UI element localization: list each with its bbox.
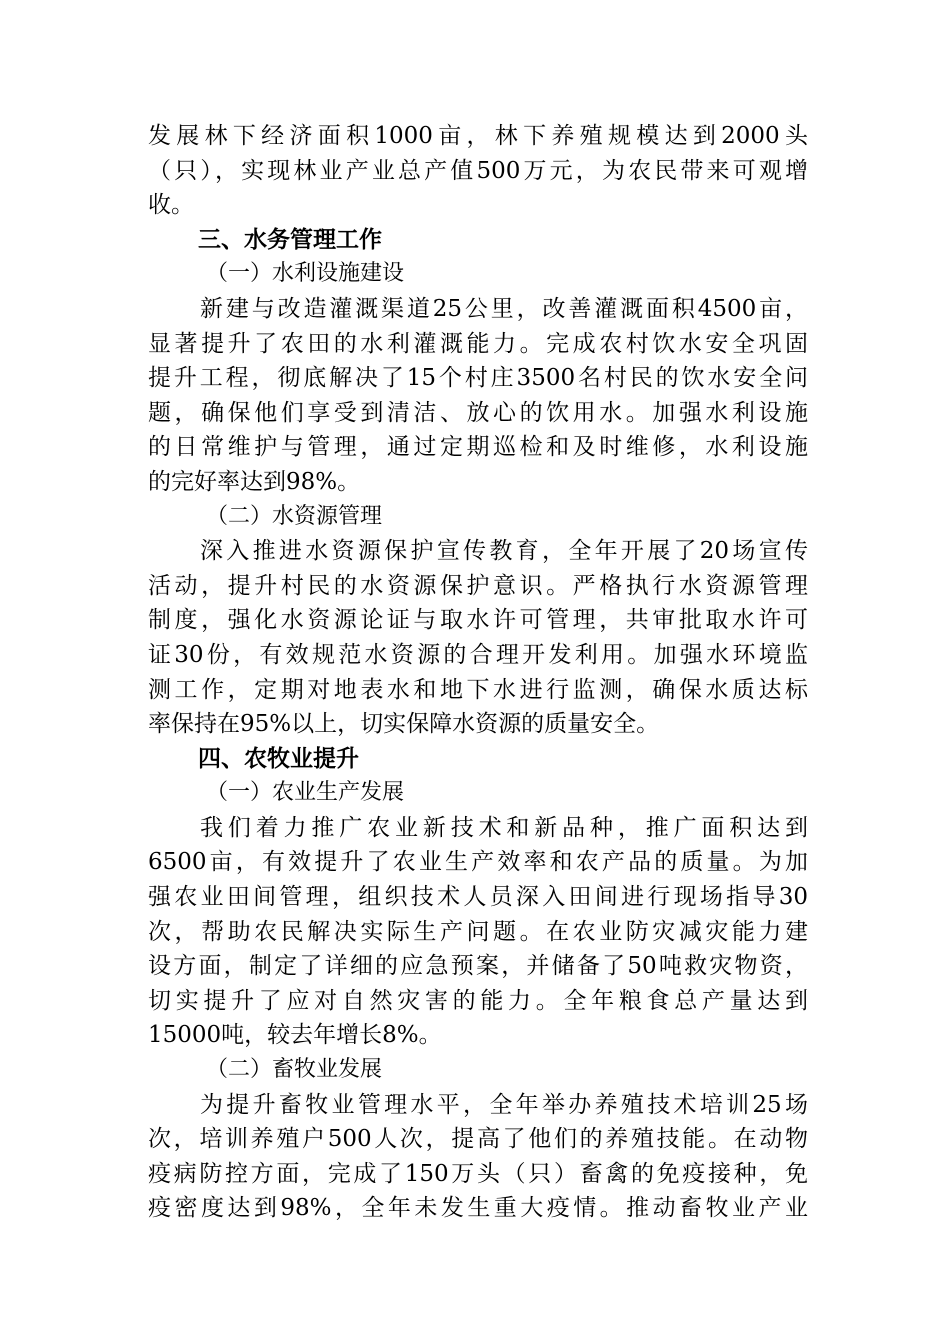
subsection-heading: （二）水资源管理 — [206, 503, 383, 529]
paragraph-line: 新建与改造灌溉渠道25公里，改善灌溉面积4500亩， — [200, 295, 808, 322]
paragraph-line: 的日常维护与管理，通过定期巡检和及时维修，水利设施 — [148, 434, 808, 461]
paragraph-line: 率保持在95%以上，切实保障水资源的质量安全。 — [148, 711, 660, 738]
document-page — [148, 119, 808, 1226]
paragraph-line: 6500亩，有效提升了农业生产效率和农产品的质量。为加 — [148, 849, 808, 876]
paragraph-line: 收。 — [148, 192, 194, 219]
paragraph-line: 为提升畜牧业管理水平，全年举办养殖技术培训25场 — [200, 1091, 808, 1118]
paragraph-line: 次，帮助农民解决实际生产问题。在农业防灾减灾能力建 — [148, 918, 808, 945]
paragraph-line: 15000吨，较去年增长8%。 — [148, 1022, 442, 1049]
subsection-heading: （一）农业生产发展 — [206, 780, 405, 806]
paragraph-line: 次，培训养殖户500人次，提高了他们的养殖技能。在动物 — [148, 1126, 808, 1153]
paragraph-line: 显著提升了农田的水利灌溉能力。完成农村饮水安全巩固 — [148, 330, 808, 357]
paragraph-line: 疫密度达到98%，全年未发生重大疫情。推动畜牧业产业 — [148, 1195, 808, 1222]
paragraph-line: 题，确保他们享受到清洁、放心的饮用水。加强水利设施 — [148, 399, 808, 426]
paragraph-line: 疫病防控方面，完成了150万头（只）畜禽的免疫接种，免 — [148, 1160, 808, 1187]
paragraph-line: 提升工程，彻底解决了15个村庄3500名村民的饮水安全问 — [148, 365, 808, 392]
paragraph-line: 的完好率达到98%。 — [148, 468, 361, 495]
paragraph-line: 强农业田间管理，组织技术人员深入田间进行现场指导30 — [148, 884, 808, 911]
paragraph-line: 测工作，定期对地表水和地下水进行监测，确保水质达标 — [148, 676, 808, 703]
paragraph-line: 深入推进水资源保护宣传教育，全年开展了20场宣传 — [200, 538, 808, 565]
paragraph-line: 我们着力推广农业新技术和新品种，推广面积达到 — [200, 814, 808, 841]
paragraph-line: 制度，强化水资源论证与取水许可管理，共审批取水许可 — [148, 607, 808, 634]
paragraph-line: （只），实现林业产业总产值500万元，为农民带来可观增 — [148, 157, 808, 184]
section-heading: 四、农牧业提升 — [198, 745, 359, 772]
paragraph-line: 设方面，制定了详细的应急预案，并储备了50吨救灾物资， — [148, 953, 808, 980]
subsection-heading: （一）水利设施建设 — [206, 261, 405, 287]
subsection-heading: （二）畜牧业发展 — [206, 1057, 383, 1083]
paragraph-line: 活动，提升村民的水资源保护意识。严格执行水资源管理 — [148, 572, 808, 599]
paragraph-line: 切实提升了应对自然灾害的能力。全年粮食总产量达到 — [148, 987, 808, 1014]
paragraph-line: 发展林下经济面积1000亩，林下养殖规模达到2000头 — [148, 123, 808, 149]
paragraph-line: 证30份，有效规范水资源的合理开发利用。加强水环境监 — [148, 641, 808, 668]
section-heading: 三、水务管理工作 — [198, 226, 382, 253]
